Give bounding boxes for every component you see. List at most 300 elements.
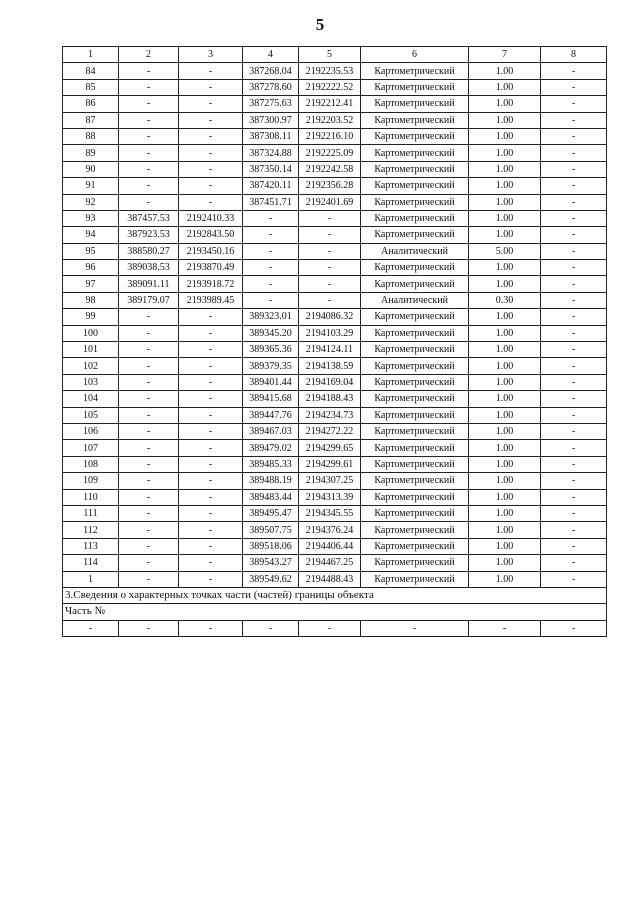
table-cell: 1.00 (469, 145, 541, 161)
table-cell: - (541, 538, 607, 554)
table-cell: - (541, 620, 607, 636)
table-cell: Картометрический (361, 145, 469, 161)
table-cell: - (119, 161, 179, 177)
table-cell: - (541, 391, 607, 407)
table-cell: 387300.97 (243, 112, 299, 128)
table-cell: 100 (63, 325, 119, 341)
table-cell: 389401.44 (243, 374, 299, 390)
table-cell: - (119, 620, 179, 636)
table-cell: 2192212.41 (299, 96, 361, 112)
table-cell: - (541, 210, 607, 226)
table-cell: 1.00 (469, 473, 541, 489)
table-cell: 1.00 (469, 489, 541, 505)
table-cell: Картометрический (361, 473, 469, 489)
table-cell: 110 (63, 489, 119, 505)
table-cell: - (179, 309, 243, 325)
table-cell: 5.00 (469, 243, 541, 259)
table-row (63, 63, 607, 79)
section-3-title-row (63, 587, 607, 603)
table-cell: Картометрический (361, 342, 469, 358)
table-cell: Картометрический (361, 128, 469, 144)
column-number: 3 (179, 47, 243, 63)
table-cell: - (541, 227, 607, 243)
table-cell: - (243, 292, 299, 308)
section-3 (63, 587, 607, 636)
table-cell: 2194138.59 (299, 358, 361, 374)
table-cell: - (541, 309, 607, 325)
table-cell: - (541, 63, 607, 79)
table-cell: Картометрический (361, 161, 469, 177)
table-cell: Картометрический (361, 505, 469, 521)
table-cell: 102 (63, 358, 119, 374)
table-cell: - (119, 112, 179, 128)
table-cell: - (119, 391, 179, 407)
table-row (63, 79, 607, 95)
table-cell: - (541, 128, 607, 144)
table-cell: 97 (63, 276, 119, 292)
table-row (63, 145, 607, 161)
table-cell: 389038.53 (119, 260, 179, 276)
table-cell: 1.00 (469, 276, 541, 292)
table-cell: Картометрический (361, 325, 469, 341)
table-cell: - (179, 407, 243, 423)
table-cell: 387268.04 (243, 63, 299, 79)
table-row (63, 489, 607, 505)
table-cell: - (179, 522, 243, 538)
table-cell: 86 (63, 96, 119, 112)
table-cell: 389485.33 (243, 456, 299, 472)
table-cell: - (119, 456, 179, 472)
table-cell: 389447.76 (243, 407, 299, 423)
table-row (63, 161, 607, 177)
table-row (63, 194, 607, 210)
table-cell: - (243, 210, 299, 226)
table-cell: - (541, 522, 607, 538)
table-cell: 387420.11 (243, 178, 299, 194)
table-cell: 389365.36 (243, 342, 299, 358)
column-number: 6 (361, 47, 469, 63)
table-cell: - (179, 620, 243, 636)
table-cell: 2192216.10 (299, 128, 361, 144)
table-cell: - (119, 440, 179, 456)
table-cell: 90 (63, 161, 119, 177)
table-cell: Картометрический (361, 63, 469, 79)
table-cell: 2194188.43 (299, 391, 361, 407)
table-cell: 389495.47 (243, 505, 299, 521)
table-cell: 1.00 (469, 522, 541, 538)
table-cell: - (541, 145, 607, 161)
table-cell: 2192843.50 (179, 227, 243, 243)
table-cell: Картометрический (361, 260, 469, 276)
table-cell: 2194124.11 (299, 342, 361, 358)
table-cell: Картометрический (361, 79, 469, 95)
column-number: 7 (469, 47, 541, 63)
table-row (63, 227, 607, 243)
table-cell: - (179, 96, 243, 112)
table-cell: Картометрический (361, 374, 469, 390)
table-cell: 1.00 (469, 210, 541, 226)
table-cell: 1.00 (469, 112, 541, 128)
table-cell: - (119, 407, 179, 423)
table-row (63, 112, 607, 128)
table-cell: - (541, 407, 607, 423)
table-cell: - (299, 227, 361, 243)
table-cell: 99 (63, 309, 119, 325)
table-cell: 1 (63, 571, 119, 587)
table-cell: 87 (63, 112, 119, 128)
table-cell: 389323.01 (243, 309, 299, 325)
table-cell: 2192235.53 (299, 63, 361, 79)
table-cell: 388580.27 (119, 243, 179, 259)
table-cell: 2192356.28 (299, 178, 361, 194)
table-row (63, 243, 607, 259)
table-cell: - (299, 210, 361, 226)
table-cell: - (541, 342, 607, 358)
table-cell: 2194103.29 (299, 325, 361, 341)
table-cell: 1.00 (469, 63, 541, 79)
table-cell: - (179, 342, 243, 358)
table-row (63, 571, 607, 587)
table-cell: - (541, 358, 607, 374)
table-cell: - (179, 555, 243, 571)
table-cell: 1.00 (469, 505, 541, 521)
table-cell: 1.00 (469, 128, 541, 144)
table-row (63, 555, 607, 571)
table-cell: Картометрический (361, 96, 469, 112)
table-cell: Картометрический (361, 276, 469, 292)
table-cell: 2193870.49 (179, 260, 243, 276)
table-cell: - (119, 145, 179, 161)
table-cell: 2194299.61 (299, 456, 361, 472)
table-cell: 2194376.24 (299, 522, 361, 538)
section-3-title: 3.Сведения о характерных точках части (частей) границы объекта (63, 587, 607, 603)
table-row (63, 309, 607, 325)
table-cell: - (179, 456, 243, 472)
column-number: 8 (541, 47, 607, 63)
table-cell: - (299, 620, 361, 636)
table-row (63, 522, 607, 538)
table-body (63, 47, 607, 588)
table-cell: - (119, 128, 179, 144)
table-cell: - (119, 358, 179, 374)
table-cell: 1.00 (469, 391, 541, 407)
part-label: Часть № (63, 604, 607, 620)
table-cell: 2193450.16 (179, 243, 243, 259)
table-cell: 1.00 (469, 161, 541, 177)
table-row (63, 325, 607, 341)
table-cell: - (119, 423, 179, 439)
table-cell: 389091.11 (119, 276, 179, 292)
table-cell: 1.00 (469, 178, 541, 194)
table-cell: - (243, 276, 299, 292)
table-cell: - (179, 538, 243, 554)
table-cell: 1.00 (469, 440, 541, 456)
table-cell: 92 (63, 194, 119, 210)
table-cell: Картометрический (361, 194, 469, 210)
table-cell: 389483.44 (243, 489, 299, 505)
table-cell: 109 (63, 473, 119, 489)
table-cell: 2192225.09 (299, 145, 361, 161)
table-cell: 2194169.04 (299, 374, 361, 390)
table-cell: - (179, 112, 243, 128)
table-cell: 114 (63, 555, 119, 571)
table-cell: Картометрический (361, 407, 469, 423)
table-cell: 389415.68 (243, 391, 299, 407)
table-cell: - (541, 505, 607, 521)
table-cell: 2192242.58 (299, 161, 361, 177)
table-cell: 2194299.65 (299, 440, 361, 456)
table-cell: 389467.03 (243, 423, 299, 439)
table-cell: 1.00 (469, 325, 541, 341)
table-cell: 1.00 (469, 358, 541, 374)
table-cell: Картометрический (361, 440, 469, 456)
table-cell: Картометрический (361, 112, 469, 128)
table-row (63, 128, 607, 144)
table-cell: 2194272.22 (299, 423, 361, 439)
table-cell: 2193989.45 (179, 292, 243, 308)
table-cell: - (243, 243, 299, 259)
table-cell: Картометрический (361, 423, 469, 439)
table-cell: 85 (63, 79, 119, 95)
table-cell: 94 (63, 227, 119, 243)
table-cell: Картометрический (361, 456, 469, 472)
table-cell: 387350.14 (243, 161, 299, 177)
table-cell: 1.00 (469, 374, 541, 390)
table-cell: 1.00 (469, 309, 541, 325)
table-row (63, 96, 607, 112)
table-cell: - (541, 161, 607, 177)
column-number: 1 (63, 47, 119, 63)
table-cell: 2193918.72 (179, 276, 243, 292)
table-cell: - (119, 79, 179, 95)
table-cell: 111 (63, 505, 119, 521)
table-row (63, 342, 607, 358)
table-cell: 389379.35 (243, 358, 299, 374)
table-cell: 389507.75 (243, 522, 299, 538)
table-cell: 2192410.33 (179, 210, 243, 226)
table-cell: 108 (63, 456, 119, 472)
table-row (63, 473, 607, 489)
table-cell: - (119, 194, 179, 210)
table-cell: 389518.06 (243, 538, 299, 554)
table-cell: - (541, 325, 607, 341)
table-cell: - (469, 620, 541, 636)
table-cell: 91 (63, 178, 119, 194)
table-cell: 103 (63, 374, 119, 390)
table-cell: 2194313.39 (299, 489, 361, 505)
table-cell: - (541, 473, 607, 489)
table-cell: 2192222.52 (299, 79, 361, 95)
table-cell: - (119, 96, 179, 112)
table-cell: 2194234.73 (299, 407, 361, 423)
table-cell: - (179, 128, 243, 144)
page-number: 5 (315, 15, 325, 34)
table-cell: 96 (63, 260, 119, 276)
table-cell: 2192203.52 (299, 112, 361, 128)
table-cell: 1.00 (469, 260, 541, 276)
table-cell: 84 (63, 63, 119, 79)
table-cell: - (119, 489, 179, 505)
table-cell: - (541, 194, 607, 210)
table-row (63, 407, 607, 423)
column-number: 2 (119, 47, 179, 63)
table-cell: - (541, 178, 607, 194)
table-cell: - (243, 260, 299, 276)
table-cell: - (179, 358, 243, 374)
table-cell: - (179, 63, 243, 79)
table-cell: - (541, 555, 607, 571)
table-cell: Аналитический (361, 243, 469, 259)
table-cell: - (541, 243, 607, 259)
table-cell: 1.00 (469, 79, 541, 95)
table-cell: - (179, 571, 243, 587)
table-cell: - (299, 243, 361, 259)
table-cell: 1.00 (469, 456, 541, 472)
table-cell: 105 (63, 407, 119, 423)
table-cell: - (541, 96, 607, 112)
table-cell: Картометрический (361, 309, 469, 325)
table-cell: 2194488.43 (299, 571, 361, 587)
table-cell: - (119, 473, 179, 489)
table-cell: 387324.88 (243, 145, 299, 161)
table-cell: - (179, 325, 243, 341)
column-number: 5 (299, 47, 361, 63)
table-row (63, 178, 607, 194)
table-cell: 389549.62 (243, 571, 299, 587)
table-row (63, 210, 607, 226)
table-cell: Картометрический (361, 391, 469, 407)
boundary-points-table (62, 46, 607, 637)
table-cell: Картометрический (361, 489, 469, 505)
table-cell: - (541, 292, 607, 308)
table-cell: - (179, 489, 243, 505)
table-cell: 106 (63, 423, 119, 439)
table-row (63, 292, 607, 308)
column-number-row (63, 47, 607, 63)
table-cell: 98 (63, 292, 119, 308)
table-cell: 1.00 (469, 407, 541, 423)
table-cell: - (361, 620, 469, 636)
table-row (63, 391, 607, 407)
table-cell: - (179, 79, 243, 95)
table-cell: - (119, 309, 179, 325)
table-cell: - (179, 440, 243, 456)
table-cell: - (119, 342, 179, 358)
table-cell: - (119, 505, 179, 521)
table-cell: - (119, 522, 179, 538)
part-label-row (63, 604, 607, 620)
table-row (63, 505, 607, 521)
column-number: 4 (243, 47, 299, 63)
table-row (63, 440, 607, 456)
table-cell: Картометрический (361, 538, 469, 554)
table-cell: - (179, 391, 243, 407)
table-cell: 1.00 (469, 342, 541, 358)
table-cell: - (119, 555, 179, 571)
table-cell: Картометрический (361, 210, 469, 226)
table-cell: 2194406.44 (299, 538, 361, 554)
table-cell: - (119, 374, 179, 390)
table-cell: 101 (63, 342, 119, 358)
table-cell: 387275.63 (243, 96, 299, 112)
table-cell: 1.00 (469, 227, 541, 243)
table-cell: Картометрический (361, 522, 469, 538)
table-cell: - (541, 489, 607, 505)
table-cell: - (179, 161, 243, 177)
table-cell: 387278.60 (243, 79, 299, 95)
table-row (63, 538, 607, 554)
table-cell: Аналитический (361, 292, 469, 308)
table-cell: - (541, 571, 607, 587)
table-cell: - (299, 260, 361, 276)
table-cell: - (63, 620, 119, 636)
table-cell: 2194307.25 (299, 473, 361, 489)
table-cell: - (541, 374, 607, 390)
table-cell: - (179, 178, 243, 194)
table-cell: - (179, 194, 243, 210)
table-cell: 1.00 (469, 96, 541, 112)
table-cell: - (119, 538, 179, 554)
table-cell: 389179.07 (119, 292, 179, 308)
table-cell: - (541, 440, 607, 456)
table-cell: 1.00 (469, 423, 541, 439)
table-cell: - (541, 79, 607, 95)
table-cell: - (541, 276, 607, 292)
table-cell: 1.00 (469, 571, 541, 587)
table-cell: 113 (63, 538, 119, 554)
table-cell: - (541, 456, 607, 472)
table-cell: - (299, 276, 361, 292)
table-cell: - (299, 292, 361, 308)
table-row (63, 276, 607, 292)
table-cell: 93 (63, 210, 119, 226)
table-row (63, 456, 607, 472)
table-cell: 2194467.25 (299, 555, 361, 571)
table-cell: 104 (63, 391, 119, 407)
table-row (63, 374, 607, 390)
table-cell: Картометрический (361, 227, 469, 243)
table-cell: - (243, 227, 299, 243)
table-cell: 387923.53 (119, 227, 179, 243)
table-cell: - (243, 620, 299, 636)
table-cell: - (179, 374, 243, 390)
table-cell: 387308.11 (243, 128, 299, 144)
table-cell: Картометрический (361, 358, 469, 374)
table-cell: 88 (63, 128, 119, 144)
table-cell: 89 (63, 145, 119, 161)
table-cell: - (119, 325, 179, 341)
part-data-row (63, 620, 607, 636)
table-cell: - (179, 473, 243, 489)
table-cell: 1.00 (469, 538, 541, 554)
table-cell: 107 (63, 440, 119, 456)
table-cell: 2194086.32 (299, 309, 361, 325)
table-cell: 112 (63, 522, 119, 538)
table-cell: 1.00 (469, 555, 541, 571)
table-row (63, 358, 607, 374)
table-cell: 389543.27 (243, 555, 299, 571)
table-cell: - (179, 505, 243, 521)
table-row (63, 260, 607, 276)
table-cell: Картометрический (361, 571, 469, 587)
table-cell: Картометрический (361, 555, 469, 571)
table-cell: - (541, 423, 607, 439)
table-cell: - (119, 571, 179, 587)
table-cell: - (541, 112, 607, 128)
table-cell: 389488.19 (243, 473, 299, 489)
table-cell: - (179, 145, 243, 161)
table-cell: - (541, 260, 607, 276)
